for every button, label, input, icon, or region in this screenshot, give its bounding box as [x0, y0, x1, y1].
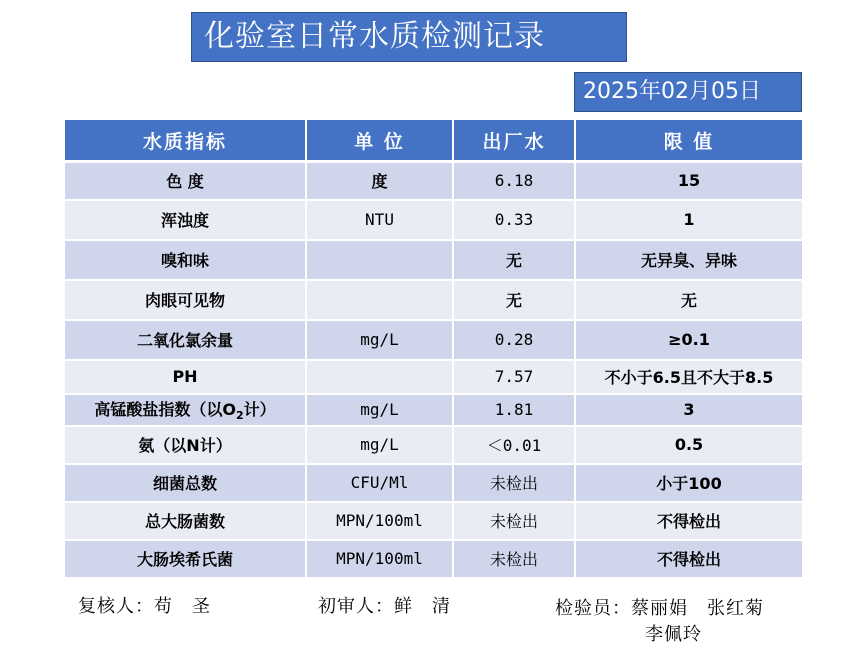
value-cell: 未检出	[453, 502, 575, 540]
indicator-cell: 嗅和味	[65, 240, 306, 280]
header-limit: 限 值	[575, 120, 802, 162]
limit-cell: 不小于6.5且不大于8.5	[575, 360, 802, 394]
value-cell: 0.28	[453, 320, 575, 360]
limit-cell: 小于100	[575, 464, 802, 502]
table-row	[65, 360, 802, 394]
table-row	[65, 464, 802, 502]
unit-cell: CFU/Ml	[306, 464, 453, 502]
date-label: 2025年02月05日	[574, 72, 802, 112]
value-cell: 6.18	[453, 162, 575, 200]
indicator-text-tail: 计）	[243, 399, 276, 419]
unit-cell	[306, 240, 453, 280]
page-title: 化验室日常水质检测记录	[191, 12, 627, 62]
indicator-cell: 色 度	[65, 162, 306, 200]
indicator-text: 高锰酸盐指数（以O	[94, 399, 236, 419]
value-cell: 无	[453, 280, 575, 320]
unit-cell	[306, 280, 453, 320]
limit-cell: 15	[575, 162, 802, 200]
unit-cell: NTU	[306, 200, 453, 240]
unit-cell	[306, 360, 453, 394]
table-row	[65, 200, 802, 240]
value-cell: 0.33	[453, 200, 575, 240]
table-row	[65, 394, 802, 426]
limit-cell: 1	[575, 200, 802, 240]
value-cell: 未检出	[453, 540, 575, 578]
table-row	[65, 280, 802, 320]
table-row	[65, 540, 802, 578]
limit-cell: 3	[575, 394, 802, 426]
unit-cell: MPN/100ml	[306, 502, 453, 540]
unit-cell: mg/L	[306, 394, 453, 426]
header-indicator: 水质指标	[65, 120, 306, 162]
limit-cell: 0.5	[575, 426, 802, 464]
value-cell: ＜0.01	[453, 426, 575, 464]
table-row	[65, 502, 802, 540]
indicator-cell: PH	[65, 360, 306, 394]
value-cell: 未检出	[453, 464, 575, 502]
limit-cell: 不得检出	[575, 540, 802, 578]
limit-cell: 无异臭、异味	[575, 240, 802, 280]
first-checker-signature: 初审人：鲜 清	[318, 596, 451, 617]
value-cell: 7.57	[453, 360, 575, 394]
value-cell: 1.81	[453, 394, 575, 426]
indicator-cell: 二氧化氯余量	[65, 320, 306, 360]
table-row	[65, 426, 802, 464]
value-cell: 无	[453, 240, 575, 280]
indicator-cell: 大肠埃希氏菌	[65, 540, 306, 578]
inspector-signature-line2: 李佩玲	[645, 624, 702, 645]
limit-cell: 无	[575, 280, 802, 320]
indicator-cell: 氨（以N计）	[65, 426, 306, 464]
table-header-row	[65, 120, 802, 162]
indicator-cell: 浑浊度	[65, 200, 306, 240]
water-quality-table	[65, 120, 802, 579]
table-row	[65, 320, 802, 360]
indicator-subscript: 2	[235, 409, 244, 423]
limit-cell: 不得检出	[575, 502, 802, 540]
unit-cell: mg/L	[306, 426, 453, 464]
reviewer-signature: 复核人：苟 圣	[78, 596, 211, 617]
indicator-cell	[65, 394, 306, 426]
table-row	[65, 240, 802, 280]
unit-cell: mg/L	[306, 320, 453, 360]
inspector-signature: 检验员：蔡丽娟 张红菊	[555, 598, 764, 619]
limit-cell: ≥0.1	[575, 320, 802, 360]
unit-cell: MPN/100ml	[306, 540, 453, 578]
header-unit: 单 位	[306, 120, 453, 162]
table-row	[65, 162, 802, 200]
header-outlet-water: 出厂水	[453, 120, 575, 162]
unit-cell: 度	[306, 162, 453, 200]
indicator-cell: 细菌总数	[65, 464, 306, 502]
indicator-cell: 肉眼可见物	[65, 280, 306, 320]
indicator-cell: 总大肠菌数	[65, 502, 306, 540]
